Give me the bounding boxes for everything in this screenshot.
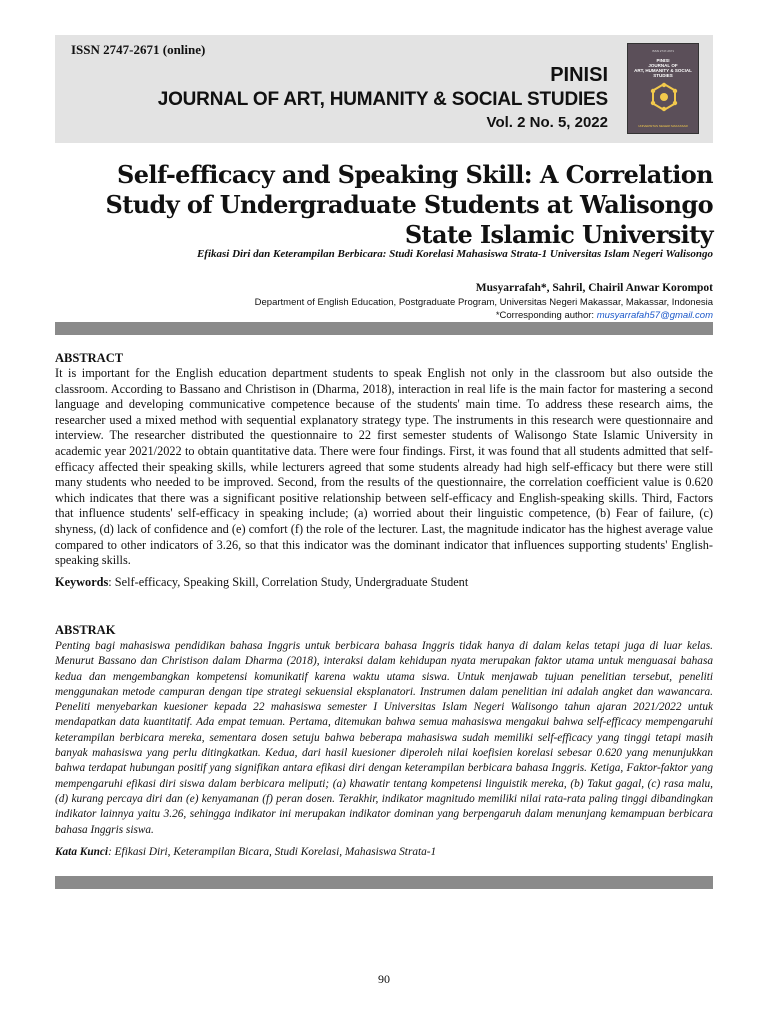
page-number: 90 <box>378 972 390 986</box>
issn: ISSN 2747-2671 (online) <box>71 42 206 57</box>
journal-cover-image <box>627 43 699 134</box>
cover-title-line: ART, HUMANITY & SOCIAL <box>634 68 692 73</box>
cover-title-line: JOURNAL OF <box>648 63 678 68</box>
cover-footer: UNIVERSITAS NEGERI MAKASSAR <box>638 124 688 128</box>
kata-kunci-label: Kata Kunci <box>55 846 109 858</box>
journal-full-name: JOURNAL OF ART, HUMANITY & SOCIAL STUDIES <box>157 89 608 110</box>
cover-issn: ISSN 2747-2671 <box>651 49 675 53</box>
article-subtitle: Efikasi Diri dan Keterampilan Berbicara: Studi Korelasi Mahasiswa Strata-1 Universitas Islam Negeri Walisongo <box>196 248 713 260</box>
journal-volume: Vol. 2 No. 5, 2022 <box>486 114 608 131</box>
corresponding-email-link[interactable]: musyarrafah57@gmail.com <box>596 310 713 321</box>
journal-name <box>158 63 608 133</box>
keywords-list: : Self-efficacy, Speaking Skill, Correlation Study, Undergraduate Student <box>108 575 469 589</box>
abstract-heading: ABSTRACT <box>55 351 124 365</box>
kata-kunci-list: : Efikasi Diri, Keterampilan Bicara, Studi Korelasi, Mahasiswa Strata-1 <box>108 846 437 858</box>
section-divider <box>55 322 713 335</box>
abstrak-text: Penting bagi mahasiswa pendidikan bahasa Inggris untuk berbicara bahasa Inggris tidak hanya di dalam kelas tetapi juga di luar kelas. Menurut Bassano dan Christison dalam Dharma (2018), interaksi dalam kehidupan nyata merupakan faktor utama untuk menguasai bahasa kedua dan mengembangkan kompetensi komunikatif karena waktu utama siswa. Untuk menjawab tujuan penelitian tersebut, peneliti menggunakan metode campuran dengan tipe strategi sekuensial eksplanatori. Instrumen dalam penelitian ini adalah angket dan wawancara. Peneliti menyebarkan kuesioner kepada 22 mahasiswa semester I Universitas Islam Negeri Walisongo tahun ajaran 2021/2022 untuk mendapatkan data kuantitatif. Ada empat temuan. Pertama, ditemukan bahwa semua mahasiswa mengakui bahwa self-efficacy mempengaruhi keterampilan berbicara mereka, sementara dosen setuju bahwa beberapa mahasiswa sudah memiliki self-efficacy yang tinggi tetapi masih banyak mahasiswa yang perlu ditingkatkan. Kedua, dari hasil kuesioner diperoleh nilai koefisien korelasi sebesar 0.620 yang menunjukkan bahwa terdapat hubungan positif yang signifikan antara efikasi diri dengan keterampilan berbicara bahasa Inggris. Ketiga, Faktor-faktor yang mempengaruhi efikasi diri siswa dalam berbicara meliputi; (a) khawatir tentang kompetensi linguistik mereka, (b) Takut gagal, (c) rasa malu, (d) kurang percaya diri dan (e) kenyamanan (f) peran dosen. Terakhir, indikator magnitudo memiliki nilai rata-rata paling tinggi dibandingkan indikator lainnya yaitu 3.26, sehingga indikator ini merupakan indikator dominan yang berpengaruh dalam menunjang kemampuan berbicara bahasa Inggris siswa. <box>55 640 713 836</box>
keywords-label: Keywords <box>55 575 109 589</box>
abstract-text: It is important for the English education department students to speak English not only in the classroom but also outside the classroom. According to Bassano and Christison in (Dharma, 2018), interaction in real life is the main factor for mastering a second language and developing communicative competence because of the students' main time. To address these research aims, the researcher used a mixed method with sequential explanatory strategy type. The instruments in this research were questionnaire and interview. The researcher distributed the questionnaire to 22 first semester students of Walisongo State Islamic University in academic year 2021/2022 to obtain quantitative data. There were four findings. First, it was found that all students admitted that self-efficacy affected their speaking skills, while lecturers agreed that some students already had high self-efficacy but there were still many students who needed to be improved. Second, from the results of the questionnaire, the correlation coefficient value is 0.620 which indicates that there was a significant positive relationship between self-efficacy and English-speaking skills. Third, Factors that influence students' self-efficacy in speaking include; (a) worried about their linguistic competence, (b) Fear of failure, (c) shyness, (d) lack of confidence and (e) comfort (f) the role of the lecturer. Last, the magnitude indicator has the highest average value compared to other indicators of 3.26, so that this indicator was the dominant indicator that influences supporting students' English-speaking skills. <box>55 366 713 568</box>
cover-logo-icon <box>648 82 680 112</box>
keywords <box>55 575 468 590</box>
journal-short-name: PINISI <box>550 64 608 86</box>
cover-title-line: STUDIES <box>653 73 673 78</box>
author-affiliation: Department of English Education, Postgraduate Program, Universitas Negeri Makassar, Makassar, Indonesia <box>254 297 713 308</box>
section-divider <box>55 876 713 889</box>
journal-header <box>55 35 713 143</box>
corresponding-label: *Corresponding author: <box>495 310 595 321</box>
cover-title-line: PINISI <box>656 58 670 63</box>
abstrak-heading: ABSTRAK <box>55 623 116 637</box>
author-list: Musyarrafah*, Sahril, Chairil Anwar Korompot <box>475 282 713 294</box>
kata-kunci <box>55 846 436 858</box>
corresponding-author <box>496 310 713 321</box>
article-title: Self-efficacy and Speaking Skill: A Correlation Study of Undergraduate Students at Walisongo State Islamic University <box>105 160 713 249</box>
cover-title <box>628 58 698 78</box>
